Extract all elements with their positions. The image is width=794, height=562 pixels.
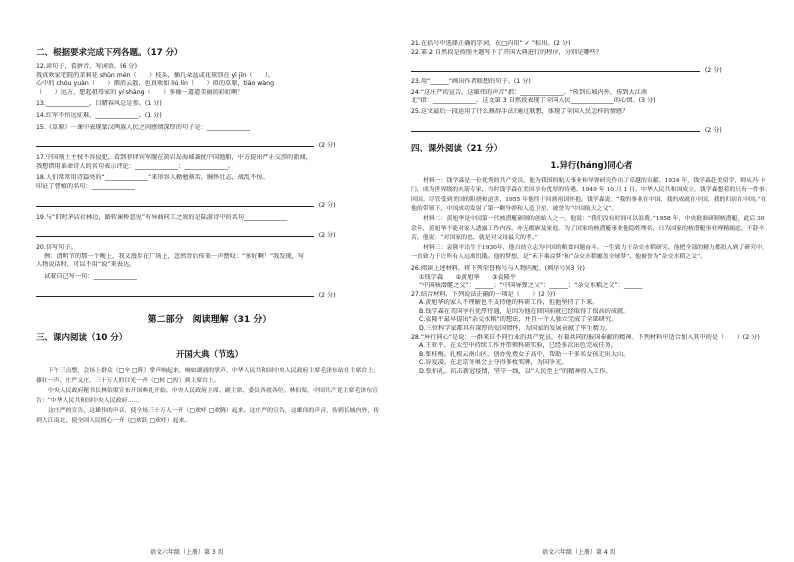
q19-answer-line[interactable] bbox=[36, 229, 314, 237]
q28-option-b: B.张桂梅。扎根云南山区，创办免费女子高中，帮助一千多名女孩走出大山。 bbox=[419, 350, 630, 358]
q20-score: (2 分) bbox=[318, 291, 336, 299]
q22-answer-line[interactable] bbox=[411, 64, 700, 72]
reading1-paragraph-1: 下午三点整，会场上群众（□辛 □阵）掌声响起来，响如湖涌的掌声，中华人民共和国中央人民政府主席毛泽东站在主席台上，雄壮一声，庄严又庄，三十万人的目光一齐（□转 □投）到主席台上。 bbox=[36, 367, 380, 384]
q23: 23.用“______”画出作者联想的句子。(1 分) bbox=[411, 78, 531, 86]
material-3: 材料三：袁隆平出生于1930年，他自幼立志为中国的粮食问题奋斗，一生致力于杂交水稻研究。他把全部的精力都投入到了研究中，一直致力于让所有人远离饥饿。他的梦想，是“禾下乘凉梦”和“杂交水稻覆盖全球梦”。他被誉为“杂交水稻之父”。 bbox=[411, 244, 768, 261]
q28-option-a: A.王亚平。在太空中持续工作并带领科研实验，已经多次出色完成任务。 bbox=[419, 342, 617, 350]
left-footer: 语文六年级（上册）第 3 页 bbox=[150, 549, 224, 556]
q20-answer-line[interactable] bbox=[36, 289, 314, 297]
section4-title: 四、课外阅读（21 分） bbox=[411, 143, 503, 154]
right-page bbox=[397, 0, 794, 562]
q12-line3: （ ）远方，想起祖母家的 yí shàng（ ）多像一道道美丽的彩虹啊！ bbox=[36, 88, 244, 96]
q19-score: (2 分) bbox=[318, 232, 336, 240]
q18-answer-line[interactable] bbox=[36, 199, 314, 207]
q15-answer-line[interactable] bbox=[36, 139, 314, 147]
q27-option-c: C.袁隆平最早提出“杂交水稻”的想法，并且一个人独立完成了全部研究。 bbox=[419, 316, 618, 324]
q18-line2: 印证了曹植的名句：______________ bbox=[36, 182, 135, 190]
q26-fill: “中国核潜艇之父”：______；“中国导弹之父”：______；“杂交水稻之父”：______ bbox=[419, 282, 643, 290]
q19: 19.与“旧时茅店社林边，路转溪桥忽见”有异曲同工之效的是陆游诗中的名句______________ bbox=[36, 213, 288, 221]
q26: 26.阅读上述材料，将下列荣誉称号与人物匹配。(填序号)(3 分) bbox=[411, 264, 585, 272]
q21: 21.在括号中选择正确的字词，在□内用“ ✓ ”标出。(2 分) bbox=[411, 40, 571, 47]
q17: 17.中国领土主权不容侵犯，看到菲律宾军舰在黄岩岛海域袭扰中国渔船，中方提出严正交涉的新闻， bbox=[36, 154, 312, 162]
q15: 15.《草原》一课中表现蒙汉两族人民之间感情深厚的句子是：______________ bbox=[36, 123, 251, 131]
q14: 14.红军不怕远征难，______________。(1 分) bbox=[36, 111, 162, 119]
q20-try: 试着自己写一句：______________ bbox=[44, 272, 137, 280]
section3-title: 三、课内阅读（10 分） bbox=[36, 332, 128, 343]
q27-option-d: D.三位科学家都具有深厚的爱国情怀，为国家的发展贡献了毕生精力。 bbox=[419, 325, 612, 333]
q18: 18.人们常常用诗篇亮的“______________”来形容人勤勉刻苦，胸怀壮志，战乱不惊。 bbox=[36, 174, 269, 182]
q28-option-d: D.张伯礼。抗击新冠疫情，坚守一线，以“人民至上”的精神投入工作。 bbox=[419, 368, 612, 376]
right-footer: 语文六年级（上册）第 4 页 bbox=[542, 549, 616, 556]
reading1-paragraph-3: 这庄严的宣告，这雄伟的声音，使全场三十万人一齐（□欢呼 □欢腾）起来。这庄严的宣告，这雄伟的声音，传到长城内外，传到大江南北，使全国人民的心一齐（□欢跃 □欢呼）起来。 bbox=[36, 407, 380, 424]
q22-score: (2 分) bbox=[704, 67, 722, 75]
material-1: 材料一：钱学森是一位优秀的共产党员，他为我国的航天事业和导弹研究作出了卓越的贡献。1934 年，钱学森赴美留学，师从冯·卡门，成为世界级的火箭专家，当时钱学森在美国享有优厚的待遇。1949 年 10 月 1 日，中华人民共和国成立，钱学森想着的只有一件事：回国。尽管受到美国的阻挠和迫害，1955 年他终于回到祖国怀抱。钱学森说：“我的事业在中国，我的成就在中国，我的归宿在中国。”在他的带领下，中国成功发射了第一颗导弹和人造卫星，被誉为“中国航天之父”。 bbox=[411, 177, 771, 213]
q12: 12.读句子，看拼音，写词语。(6 分) bbox=[36, 63, 138, 70]
q27-option-a: A.黄旭华的家人不理解也不支持他的科研工作，但他坚持了下来。 bbox=[419, 299, 599, 307]
reading1-paragraph-2: 中央人民政府秘书长林伯渠宣布开国典礼开始。中央人民政府主席、副主席、委员各就各位。林伯渠，中国共产党主席毛泽东宣告：“中华人民共和国中央人民政府…… bbox=[36, 387, 378, 404]
q25: 25.这文最后一段运用了什么修辞手法?通过联想，体现了全国人民怎样的情感？ bbox=[411, 107, 629, 115]
q28: 28.“异行同心”是说：一群来自不同行业的共产党员，有着共同的报国奉献的精神。下列材料中适合加入其中的是（ ）(2 分) bbox=[411, 333, 760, 341]
q27-option-b: B.钱学森在美国享有优厚待遇，是因为他在回国前就已经取得了很高的成就。 bbox=[419, 307, 630, 315]
q17-line2: 我想借用革命诗人的名句表示评论：______________；______________。 bbox=[36, 162, 234, 170]
section2-title: 二、根据要求完成下列各题。（17 分） bbox=[36, 48, 183, 58]
q28-option-c: C.谷爱凌。在北京冬奥会上夺得多枚奖牌，为国争光。 bbox=[419, 359, 568, 367]
q18-score: (2 分) bbox=[318, 201, 336, 209]
q22: 22.第 2 自然段是按照主题写下了开国大典进行的程序，分别是哪些？ bbox=[411, 48, 602, 56]
reading2-title: 1.异行(háng)同心者 bbox=[550, 159, 633, 170]
q20: 20.仿写句子。 bbox=[36, 244, 77, 252]
q24: 24.“这庄严的宣告，这雄伟的声音”指：______________。“传到长城内外，传到大江南 bbox=[411, 88, 648, 96]
q12-line2: 心中的 chóu yuàn（ ）烟消云散，也真欢如 liú lín（ ）似的草原，tiào wàng bbox=[36, 80, 274, 88]
q26-options: ①钱学森 ②黄旭华 ③袁隆平 bbox=[419, 273, 517, 281]
reading1-title: 开国大典（节选） bbox=[176, 348, 243, 359]
q25-score: (2 分) bbox=[704, 126, 722, 134]
q13: 13.______________，目睹春风总是参。(1 分) bbox=[36, 100, 162, 108]
material-2: 材料二：黄旭华是中国第一代核潜艇研制的创始人之一。他说：“我们没有时间可以浪费。”1958 年，中央批准研制核潜艇，此后 30 余年，黄旭华不能对家人透露工作内容，亦无暇顾及家庭。为了国家的核潜艇事业他隐姓埋名，只为国家的核潜艇事业殚精竭虑，不辞辛苦。他说：“对国家的忠，就是对父母最大的孝。” bbox=[411, 215, 765, 242]
q12-line1: 我真欢家宅院的茉莉花 shūn mén（ ）枝头，插几朵盆或花球别在 yì jīn（ ）。 bbox=[36, 71, 275, 79]
q27: 27.结合材料，下列说法正确的一项是（ ）(2 分) bbox=[411, 290, 556, 298]
q20-example: 例：清明节的那一个晚上，我又漫步在广场上，忽然背后传来一声赞叹：“多好啊！”我发现，写 bbox=[44, 252, 305, 260]
q15-score: (2 分) bbox=[318, 142, 336, 150]
q25-answer-line[interactable] bbox=[411, 124, 700, 132]
q20-example-2: 人物说话时，可以不用“说”来表达。 bbox=[36, 261, 136, 269]
part2-title: 第二部分 阅读理解（31 分） bbox=[147, 314, 272, 325]
q24-line2: 北”指：______________。这文第 3 自然段表现了全国人民______________的心情。(3 分) bbox=[411, 97, 656, 105]
